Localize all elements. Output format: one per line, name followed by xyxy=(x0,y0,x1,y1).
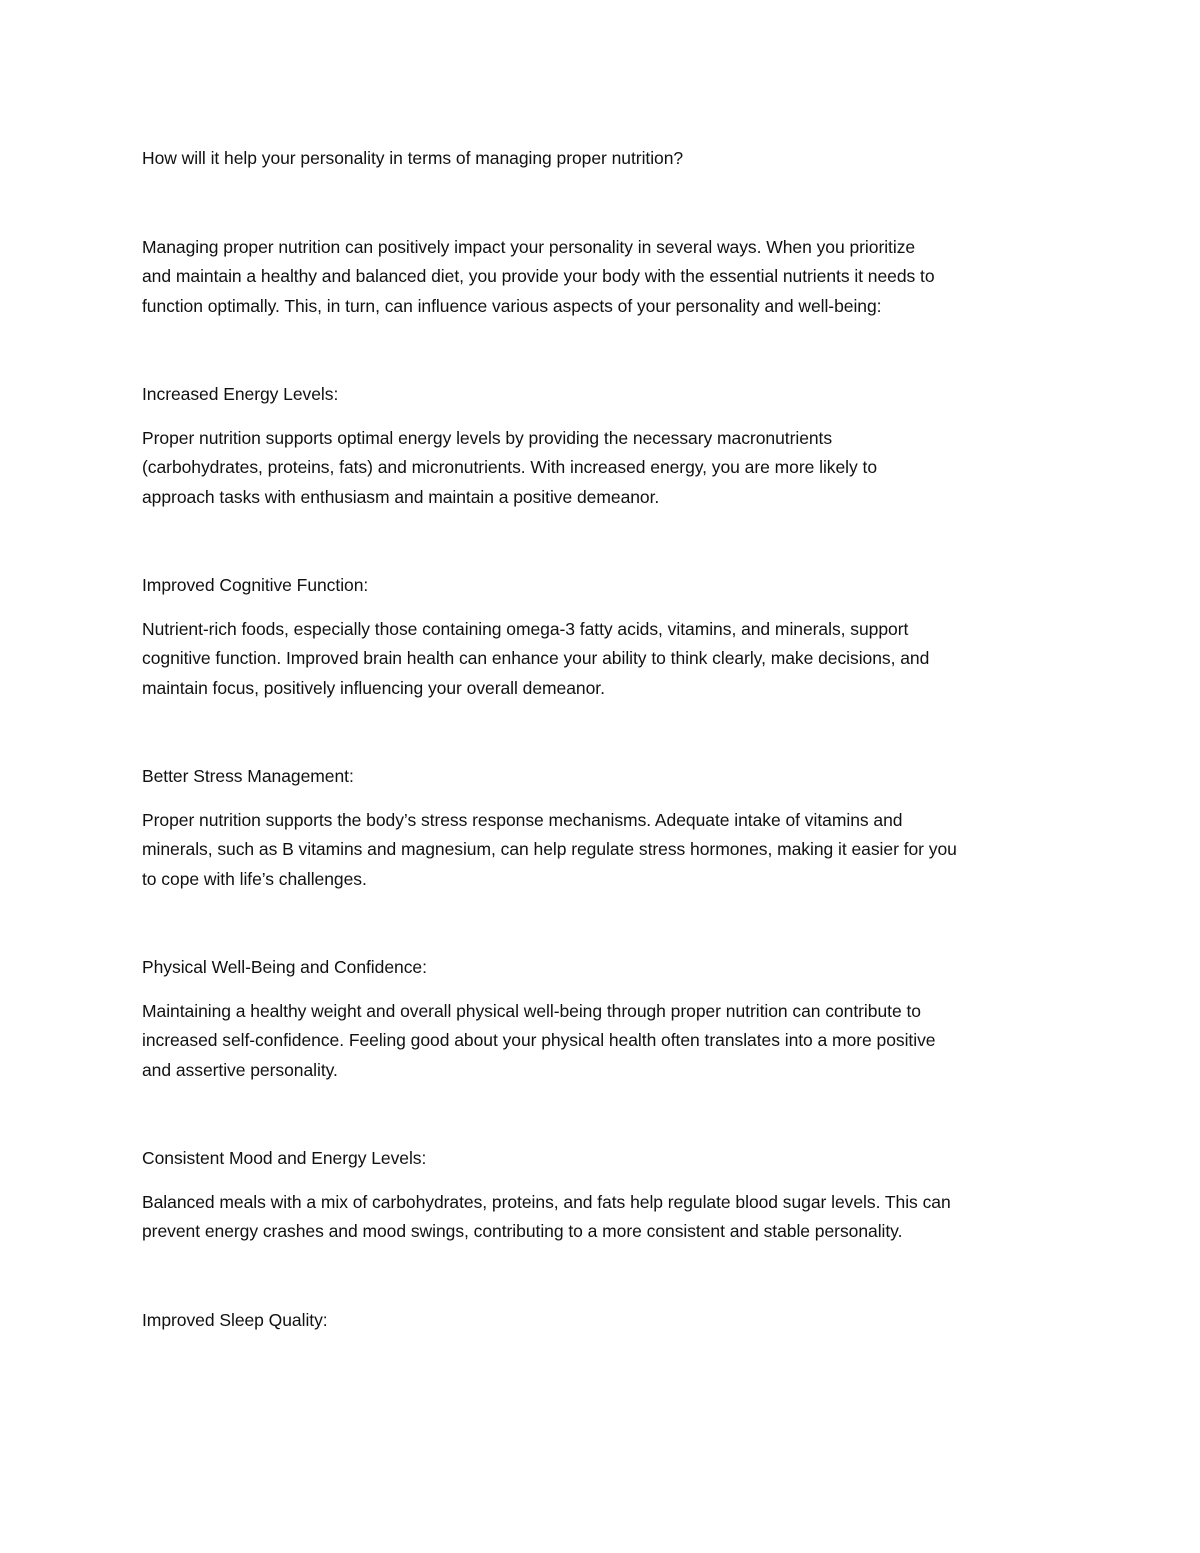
section-body-mood xyxy=(142,1188,1062,1247)
section-line: and assertive personality. xyxy=(142,1059,338,1080)
section-line: approach tasks with enthusiasm and maintain a positive demeanor. xyxy=(142,486,660,507)
section-body-confidence xyxy=(142,997,1062,1086)
section-body-energy xyxy=(142,424,1062,513)
section-heading-sleep: Improved Sleep Quality: xyxy=(142,1309,328,1330)
section-body-stress xyxy=(142,806,1062,895)
document-question: How will it help your personality in terms of managing proper nutrition? xyxy=(142,148,684,168)
section-body-cognitive xyxy=(142,615,1062,704)
section-line: prevent energy crashes and mood swings, contributing to a more consistent and stable personality. xyxy=(142,1221,903,1241)
section-line: (carbohydrates, proteins, fats) and micronutrients. With increased energy, you are more likely to xyxy=(142,457,878,477)
section-heading-energy: Increased Energy Levels: xyxy=(142,384,339,404)
section-line: Balanced meals with a mix of carbohydrates, proteins, and fats help regulate blood sugar levels. This can xyxy=(142,1191,951,1212)
section-line: Proper nutrition supports the body’s stress response mechanisms. Adequate intake of vitamins and xyxy=(142,809,903,830)
intro-line: and maintain a healthy and balanced diet, you provide your body with the essential nutrients it needs to xyxy=(142,266,935,286)
section-heading-confidence: Physical Well-Being and Confidence: xyxy=(142,957,427,977)
section-heading-stress: Better Stress Management: xyxy=(142,766,354,786)
section-line: minerals, such as B vitamins and magnesium, can help regulate stress hormones, making it easier for you xyxy=(142,839,957,859)
section-line: maintain focus, positively influencing your overall demeanor. xyxy=(142,677,605,698)
document-body xyxy=(142,144,1062,1349)
section-line: to cope with life’s challenges. xyxy=(142,868,367,889)
section-heading-cognitive: Improved Cognitive Function: xyxy=(142,575,369,595)
section-line: increased self-confidence. Feeling good about your physical health often translates into a more positive xyxy=(142,1030,936,1050)
section-line: Nutrient-rich foods, especially those containing omega-3 fatty acids, vitamins, and minerals, support xyxy=(142,618,909,639)
section-line: Maintaining a healthy weight and overall physical well-being through proper nutrition can contribute to xyxy=(142,1000,921,1021)
section-line: Proper nutrition supports optimal energy levels by providing the necessary macronutrients xyxy=(142,427,833,448)
intro-line: function optimally. This, in turn, can influence various aspects of your personality and well-being: xyxy=(142,295,882,316)
intro-paragraph xyxy=(142,233,1062,322)
section-line: cognitive function. Improved brain health can enhance your ability to think clearly, make decisions, and xyxy=(142,648,930,668)
intro-line: Managing proper nutrition can positively impact your personality in several ways. When you prioritize xyxy=(142,236,916,257)
section-heading-mood: Consistent Mood and Energy Levels: xyxy=(142,1148,427,1168)
